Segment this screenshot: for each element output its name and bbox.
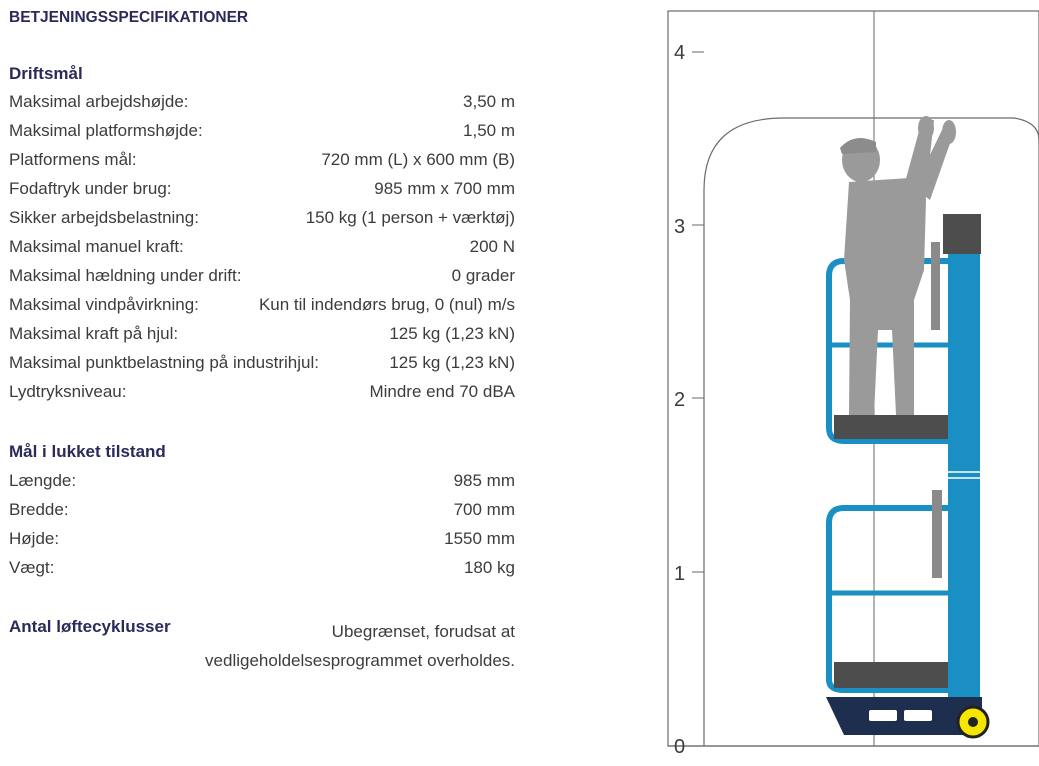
upper-platform-floor: [834, 415, 948, 439]
spec-label: Maksimal platformshøjde:: [9, 120, 203, 140]
spec-value: 180 kg: [463, 557, 515, 577]
spec-value: 1,50 m: [463, 120, 515, 140]
spec-label: Fodaftryk under brug:: [9, 178, 172, 198]
spec-label: Maksimal hældning under drift:: [9, 265, 242, 285]
spec-row: [9, 466, 515, 495]
spec-value: 985 mm x 700 mm: [374, 178, 515, 198]
spec-label: Maksimal arbejdshøjde:: [9, 91, 189, 111]
operating-dimensions-heading: Driftsmål: [9, 64, 83, 83]
spec-value: 720 mm (L) x 600 mm (B): [321, 149, 515, 169]
spec-label: Platformens mål:: [9, 149, 137, 169]
spec-value: 150 kg (1 person + værktøj): [305, 207, 515, 227]
lift-mast: [948, 253, 980, 698]
upper-handle: [931, 242, 940, 330]
spec-row: [9, 203, 515, 232]
spec-label: Vægt:: [9, 557, 55, 577]
spec-value: 0 grader: [451, 265, 515, 285]
spec-value: 125 kg (1,23 kN): [389, 352, 515, 372]
spec-label: Længde:: [9, 470, 77, 490]
stowed-dimensions-heading: Mål i lukket tilstand: [9, 442, 166, 461]
lift-cycles-label: Antal løftecyklusser: [9, 617, 171, 636]
spec-value: 700 mm: [453, 499, 515, 519]
spec-label: Højde:: [9, 528, 60, 548]
tick-label-0: 0: [674, 736, 686, 758]
spec-value: Mindre end 70 dBA: [369, 381, 515, 401]
spec-row: [9, 87, 515, 116]
spec-row: [9, 145, 515, 174]
spec-label: Maksimal manuel kraft:: [9, 236, 184, 256]
spec-row: [9, 232, 515, 261]
tick-label-2: 2: [674, 389, 686, 411]
tick-label-4: 4: [674, 42, 686, 64]
spec-row: [9, 116, 515, 145]
spec-row: [9, 319, 515, 348]
spec-row: [9, 377, 515, 406]
spec-value: 125 kg (1,23 kN): [389, 323, 515, 343]
lower-cage-floor: [834, 662, 948, 688]
spec-value: Kun til indendørs brug, 0 (nul) m/s: [258, 294, 515, 314]
spec-label: Maksimal vindpåvirkning:: [9, 294, 199, 314]
spec-row: [9, 348, 515, 377]
spec-value: 985 mm: [453, 470, 515, 490]
tick-label-3: 3: [674, 216, 686, 238]
lift-diagram: [664, 0, 1039, 761]
spec-value: 200 N: [469, 236, 515, 256]
spec-label: Bredde:: [9, 499, 69, 519]
lift-cycles-value-line1: Ubegrænset, forudsat at: [331, 622, 515, 641]
spec-row: [9, 261, 515, 290]
lower-handle: [932, 490, 942, 578]
page-title: BETJENINGSSPECIFIKATIONER: [9, 9, 249, 26]
spec-row: [9, 553, 515, 582]
spec-label: Lydtryksniveau:: [9, 381, 127, 401]
spec-label: Maksimal punktbelastning på industrihjul:: [9, 352, 319, 372]
tick-label-1: 1: [674, 563, 686, 585]
spec-row: [9, 174, 515, 203]
spec-row: [9, 495, 515, 524]
spec-value: 3,50 m: [463, 91, 515, 111]
spec-label: Maksimal kraft på hjul:: [9, 323, 179, 343]
mast-top-cap: [943, 214, 981, 254]
lift-illustration: [664, 0, 1039, 761]
spec-row: [9, 290, 515, 319]
spec-value: 1550 mm: [444, 528, 515, 548]
spec-row: [9, 524, 515, 553]
lift-cycles-value: [155, 617, 515, 675]
spec-label: Sikker arbejdsbelastning:: [9, 207, 199, 227]
lift-cycles-value-line2: vedligeholdelsesprogrammet overholdes.: [205, 651, 515, 670]
